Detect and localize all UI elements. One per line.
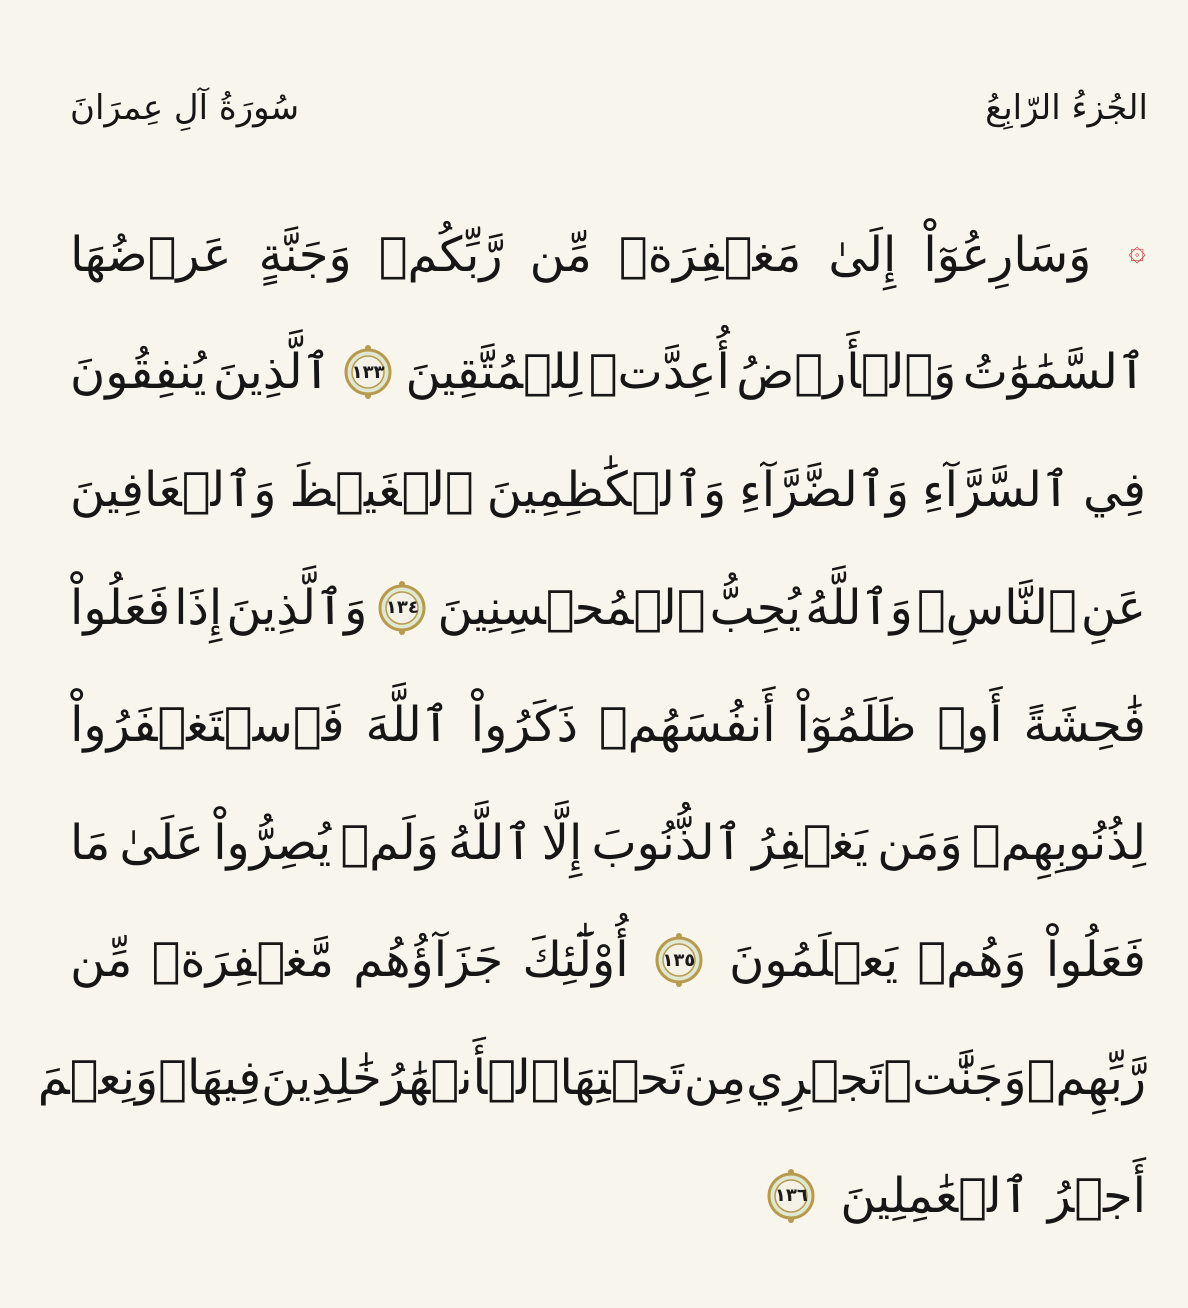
quran-word: يَغۡفِرُ (751, 814, 869, 871)
quran-word: ٱلۡعَٰمِلِينَ (840, 1167, 1030, 1224)
quran-word: لِذُنُوبِهِمۡ (971, 814, 1146, 871)
quran-word: رَّبِّهِمۡ (1026, 1049, 1146, 1106)
quran-word: أُوْلَٰٓئِكَ (522, 932, 629, 989)
quran-word: وَلَمۡ (340, 814, 439, 871)
ayah-number-marker (764, 1169, 818, 1223)
quran-word: وَٱلۡعَافِينَ (70, 461, 277, 518)
quran-word: تَحۡتِهَا (559, 1049, 684, 1106)
quran-word: ذَكَرُواْ (470, 697, 578, 754)
quran-word: ٱلسَّمَٰوَٰتُ (962, 344, 1146, 401)
quran-word: وَمَن (877, 814, 963, 871)
quran-word: مِن (683, 1049, 747, 1106)
quran-word: فِيهَاۚ (158, 1049, 262, 1106)
text-line (70, 431, 1146, 549)
page-header (70, 78, 1148, 148)
quran-word: يُصِرُّواْ (213, 814, 332, 871)
quran-word: خَٰلِدِينَ (261, 1049, 382, 1106)
ayah-number-marker (341, 345, 395, 399)
quran-word: وَهُمۡ (917, 932, 1027, 989)
quran-word: وَجَنَّةٍ (258, 226, 352, 283)
quran-word: جَزَآؤُهُم (353, 932, 504, 989)
quran-word: ٱلۡغَيۡظَ (289, 461, 474, 518)
quran-word: أَنفُسَهُمۡ (598, 697, 776, 754)
text-line (70, 196, 1146, 314)
quran-word: ٱلۡمُحۡسِنِينَ (437, 579, 706, 636)
ayah-number: ١٣٦ (774, 1185, 808, 1207)
quran-word: ٱلۡأَنۡهَٰرُ (381, 1049, 560, 1106)
quran-word: مَغۡفِرَةٖ (618, 226, 802, 283)
quran-word: ٱللَّهُ (448, 814, 533, 871)
quran-word: وَٱلَّذِينَ (226, 579, 368, 636)
quran-word: فَعَلُواْ (70, 579, 171, 636)
quran-word: يُحِبُّ (709, 579, 802, 636)
surah-title: سُورَةُ آلِ عِمرَانَ (70, 88, 300, 128)
text-line (70, 549, 1146, 667)
quran-word: فِي (1083, 461, 1146, 518)
quran-word: عَرۡضُهَا (70, 226, 232, 283)
quran-word: فَٰحِشَةً (1023, 697, 1146, 754)
quran-word: أَجۡرُ (1047, 1167, 1146, 1224)
quran-word: وَٱلۡكَٰظِمِينَ (486, 461, 727, 518)
quran-word: وَٱللَّهُ (805, 579, 913, 636)
quran-word: ٱلسَّرَّآءِ (922, 461, 1071, 518)
quran-word: ٱلَّذِينَ (212, 344, 331, 401)
quran-word: مَا (70, 814, 111, 871)
text-line (70, 1137, 1146, 1255)
quran-word: أَوۡ (937, 697, 1003, 754)
ayah-number-marker (375, 581, 429, 635)
quran-word: ٱلنَّاسِۗ (916, 579, 1077, 636)
text-line (70, 902, 1146, 1020)
quran-word: ظَلَمُوٓاْ (796, 697, 917, 754)
quran-word: ٱلذُّنُوبَ (591, 814, 743, 871)
juz-title: الجُزءُ الرّابِعُ (985, 88, 1148, 128)
quran-word: عَنِ (1080, 579, 1146, 636)
ayah-number: ١٣٤ (385, 597, 419, 619)
quran-word: يُنفِقُونَ (70, 344, 207, 401)
quran-word: وَنِعۡمَ (37, 1049, 159, 1106)
quran-word: أُعِدَّتۡ (588, 344, 730, 401)
quran-word: رَّبِّكُمۡ (378, 226, 503, 283)
text-line (70, 666, 1146, 784)
text-line (37, 1019, 1146, 1137)
ayah-number: ١٣٥ (662, 949, 696, 971)
quran-word: وَجَنَّٰتٞ (883, 1049, 1027, 1106)
quran-word: لِلۡمُتَّقِينَ (405, 344, 583, 401)
hizb-star-icon: ۞ (1128, 233, 1146, 269)
quran-word: وَٱلضَّرَّآءِ (739, 461, 910, 518)
text-line (70, 784, 1146, 902)
quran-text-block (37, 196, 1146, 1254)
quran-word: وَٱلۡأَرۡضُ (736, 344, 957, 401)
text-line (70, 314, 1146, 432)
quran-word: ٱللَّهَ (365, 697, 450, 754)
quran-word: يَعۡلَمُونَ (729, 932, 899, 989)
quran-word: فَٱسۡتَغۡفَرُواْ (70, 697, 345, 754)
quran-word: عَلَىٰ (119, 814, 205, 871)
quran-word: مِّن (70, 932, 133, 989)
ayah-number-marker (652, 933, 706, 987)
quran-word: فَعَلُواْ (1045, 932, 1146, 989)
quran-word: تَجۡرِي (746, 1049, 884, 1106)
quran-word: مَّغۡفِرَةٞ (151, 932, 334, 989)
quran-word: إِذَا (174, 579, 223, 636)
ayah-number: ١٣٣ (351, 361, 385, 383)
quran-word: مِّن (529, 226, 592, 283)
quran-word: إِلَىٰ (828, 226, 897, 283)
quran-word: وَسَارِعُوٓاْ (923, 226, 1092, 283)
quran-word: إِلَّا (541, 814, 583, 871)
